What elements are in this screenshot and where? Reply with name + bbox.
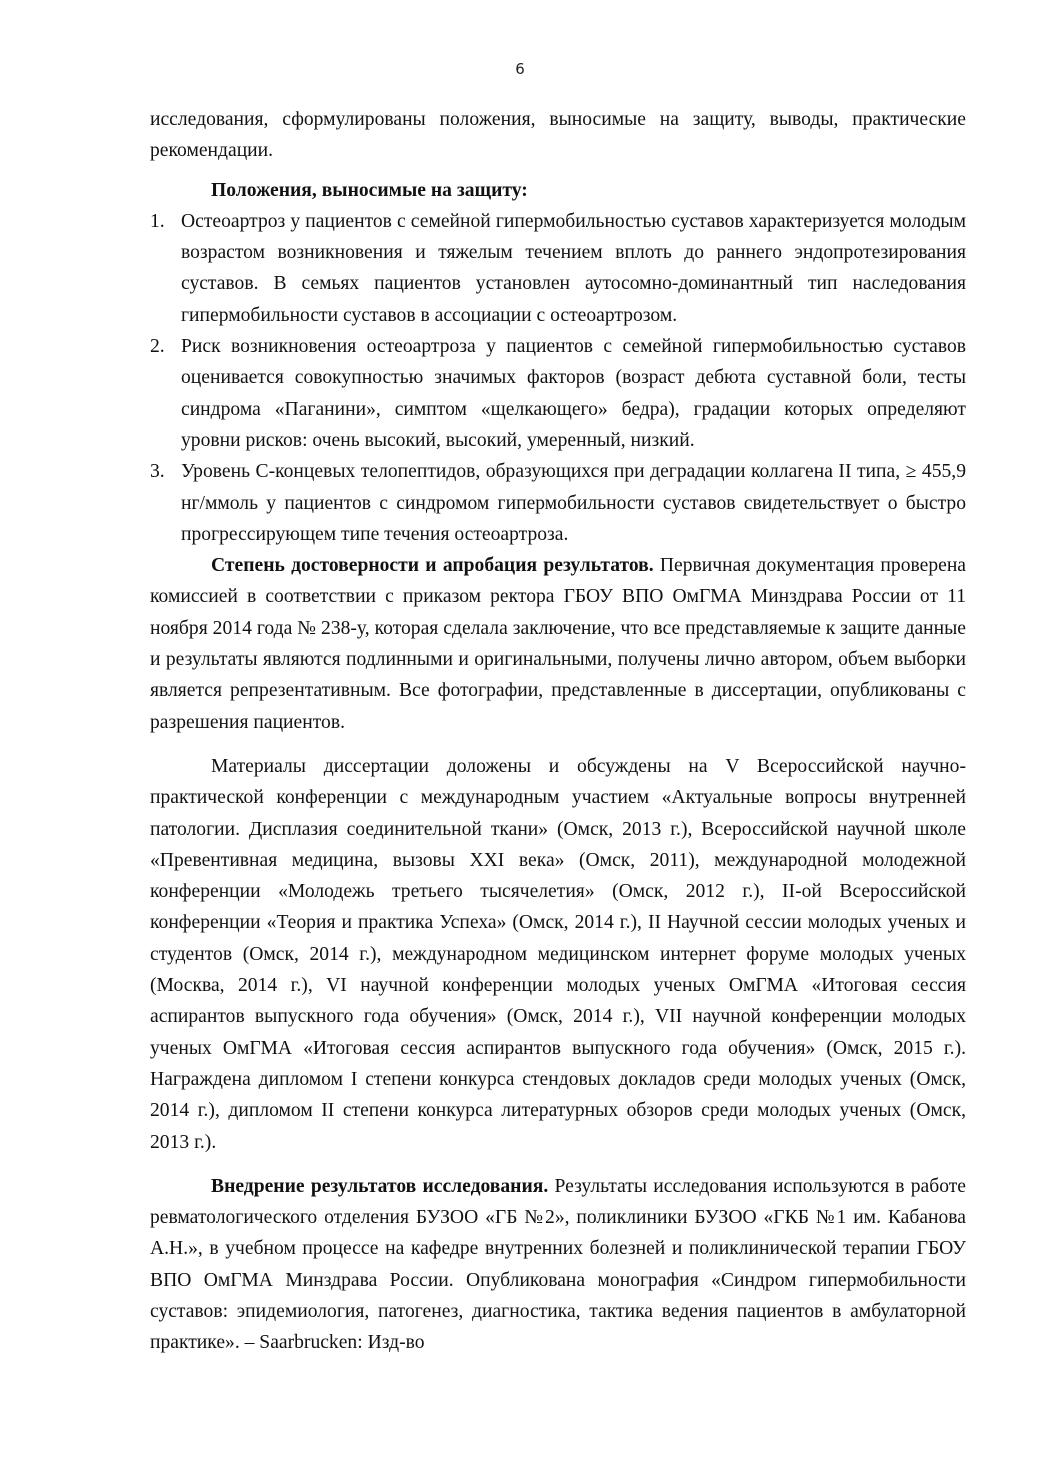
reliability-heading: Степень достоверности и апробация результатов. [211,555,654,577]
list-item-number: 2. [150,336,165,358]
list-item [150,206,966,331]
list-item [150,331,966,456]
implementation-paragraph [150,1171,966,1359]
body-text [150,104,966,1359]
implementation-heading: Внедрение результатов исследования. [211,1175,549,1197]
list-item [150,456,966,550]
implementation-text: Результаты исследования используются в работе ревматологического отделения БУЗОО «ГБ №2», поликлиники БУЗОО «ГКБ №1 им. Кабанова А.Н.», в учебном процессе на кафедре внутренних болезней и поликлинической терапии ГБОУ ВПО ОмГМА Минздрава России. Опубликована монография «Синдром гипермобильности суставов: эпидемиология, патогенез, диагностика, тактика ведения пациентов в амбулаторной практике». – Saarbrucken: Изд-во [150,1175,967,1354]
list-item-text: Риск возникновения остеоартроза у пациентов с семейной гипермобильностью суставов оценивается совокупностью значимых факторов (возраст дебюта суставной боли, тесты синдрома «Паганини», симптом «щелкающего» бедра), градации которых определяют уровни рисков: очень высокий, высокий, умеренный, низкий. [181,336,966,451]
materials-paragraph: Материалы диссертации доложены и обсуждены на V Всероссийской научно-практической конференции с международным участием «Актуальные вопросы внутренней патологии. Дисплазия соединительной ткани» (Омск, 2013 г.), Всероссийской научной школе «Превентивная медицина, вызовы XXI века» (Омск, 2011), международной молодежной конференции «Молодежь третьего тысячелетия» (Омск, 2012 г.), II-ой Всероссийской конференции «Теория и практика Успеха» (Омск, 2014 г.), II Научной сессии молодых ученых и студентов (Омск, 2014 г.), международном медицинском интернет форуме молодых ученых (Москва, 2014 г.), VI научной конференции молодых ученых ОмГМА «Итоговая сессия аспирантов выпускного года обучения» (Омск, 2014 г.), VII научной конференции молодых ученых ОмГМА «Итоговая сессия аспирантов выпускного года обучения» (Омск, 2015 г.). Награждена дипломом I степени конкурса стендовых докладов среди молодых ученых (Омск, 2014 г.), дипломом II степени конкурса литературных обзоров среди молодых ученых (Омск, 2013 г.). [150,755,966,1153]
reliability-paragraph [150,550,966,738]
reliability-text: Первичная документация проверена комиссией в соответствии с приказом ректора ГБОУ ВПО ОмГМА Минздрава России от 11 ноября 2014 года № 238-у, которая сделала заключение, что все представляемые к защите данные и результаты являются подлинными и оригинальными, получены лично автором, объем выборки является репрезентативным. Все фотографии, представленные в диссертации, опубликованы с разрешения пациентов. [150,555,966,733]
list-item-text: Остеоартроз у пациентов с семейной гипермобильностью суставов характеризуется молодым возрастом возникновения и тяжелым течением вплоть до раннего эндопротезирования суставов. В семьях пациентов установлен аутосомно-доминантный тип наследования гипермобильности суставов в ассоциации с остеоартрозом. [181,210,966,326]
list-item-text: Уровень С-концевых телопептидов, образующихся при деградации коллагена II типа, ≥ 455,9 нг/ммоль у пациентов с синдромом гипермобильности суставов свидетельствует о быстро прогрессирующем типе течения остеоартроза. [181,461,966,545]
list-item-number: 1. [150,210,165,232]
intro-paragraph: исследования, сформулированы положения, выносимые на защиту, выводы, практические рекомендации. [150,109,966,162]
theses-list [150,206,966,550]
theses-heading: Положения, выносимые на защиту: [211,179,528,201]
list-item-number: 3. [150,461,165,483]
page-number: 6 [515,60,525,78]
